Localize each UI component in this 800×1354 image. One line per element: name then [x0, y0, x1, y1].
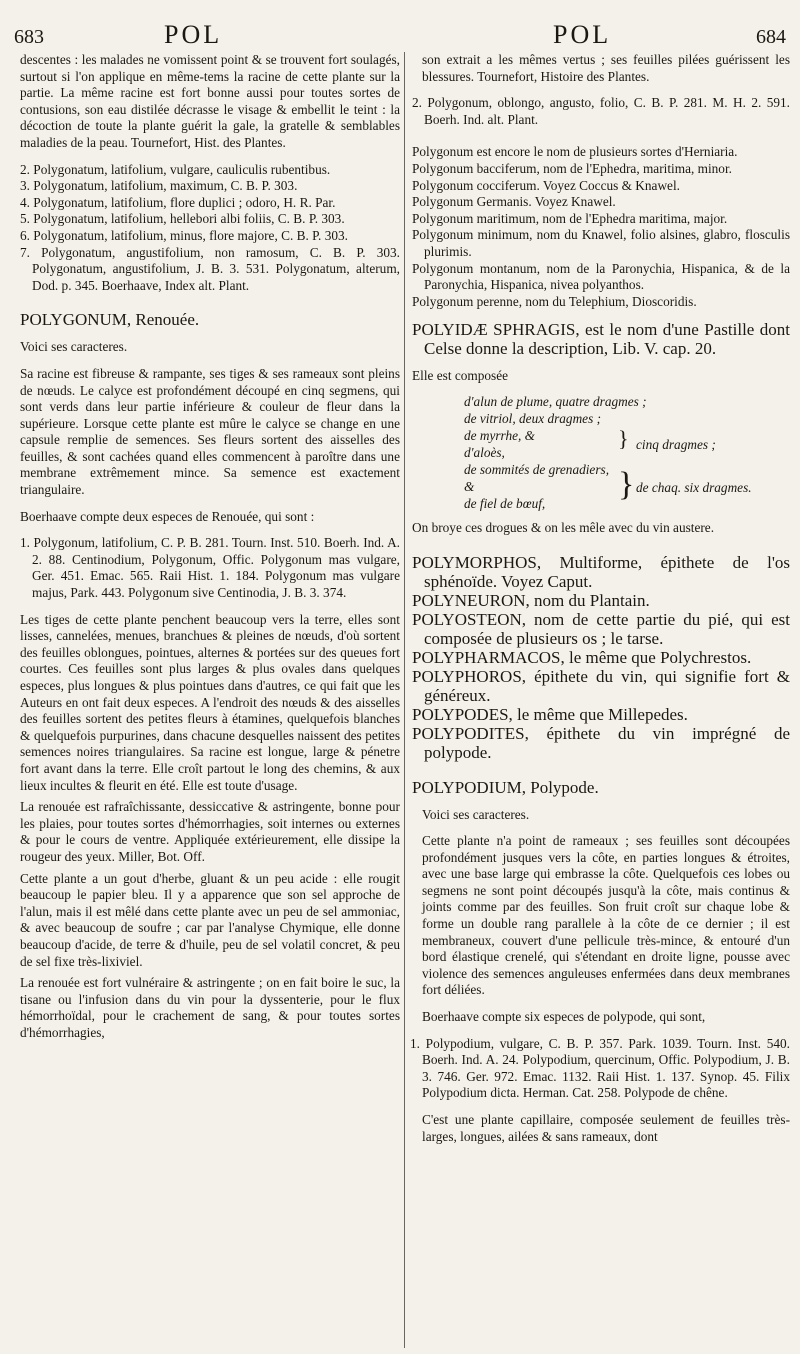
section-heading: POLYGONUM, Renouée.: [20, 310, 200, 330]
list-item: Polygonum minimum, nom du Knawel, folio alsines, glabro, flosculis plurimis.: [412, 227, 790, 259]
right-column: [412, 52, 790, 1145]
column-divider: [404, 52, 405, 1348]
brace-icon: }: [618, 425, 629, 451]
paragraph: Elle est composée: [412, 368, 508, 384]
list-item: 7. Polygonatum, angustifolium, non ramosum, C. B. P. 303. Polygonatum, angustifolium, J. B. 3. 531. Polygonatum, alterum, Dod. p. 345. Boerhaave, Index alt. Plant.: [20, 244, 400, 293]
entry: POLYNEURON, nom du Plantain.: [412, 590, 650, 610]
list-item: 6. Polygonatum, latifolium, minus, flore majore, C. B. P. 303.: [20, 227, 348, 243]
paragraph: descentes : les malades ne vomissent point & se trouvent fort soulagés, surtout si l'on applique en même-tems la racine de cette plante sur la partie. La même racine est fort bonne aussi pour toutes sortes de contusions, son eau distilée décrasse le visage & embellit le teint : la décoction de toute la plante guérit la gale, la gratelle & semblables maladies de la peau. Tournefort, Hist. des Plantes.: [20, 52, 400, 150]
list-item: Polygonum perenne, nom du Telephium, Dioscoridis.: [412, 293, 697, 309]
section-subheading: Voici ses caracteres.: [20, 339, 128, 355]
list-item: 2. Polygonum, oblongo, angusto, folio, C. B. P. 281. M. H. 2. 591. Boerh. Ind. alt. Plant.: [412, 95, 790, 127]
recipe-quantity: cinq dragmes ;: [636, 436, 716, 452]
paragraph: La renouée est fort vulnéraire & astringente ; on en fait boire le suc, la tisane ou l'infusion dans du vin pour la dyssenterie, pour le flux hémorrhoïdal, pour le crachement de sang, & pour toutes sortes d'hémorrhagies,: [20, 975, 400, 1040]
paragraph: On broye ces drogues & on les mêle avec du vin austere.: [412, 519, 715, 535]
paragraph: Cette plante n'a point de rameaux ; ses feuilles sont découpées profondément jusques vers la côte, en parties longues & étroites, avec une base large qui embrasse la côte. Quelquefois ces lobes ou segmens ne sont point découpés jusqu'à la côte, mais continus & joints comme par des feuilles. Son fruit croît sur chaque lobe & forme un double rang parallele à la côte de ce dernier ; il est membraneux, couvert d'une pellicule très-mince, & entouré d'un bord élastique crenelé, qui s'étendant en droite ligne, pousse avec violence des semences anguleuses enfermées dans deux membranes fort déliées.: [422, 833, 790, 998]
list-item: Polygonum cocciferum. Voyez Coccus & Knawel.: [412, 177, 680, 193]
list-item: 1. Polypodium, vulgare, C. B. P. 357. Park. 1039. Tourn. Inst. 540. Boerh. Ind. A. 24. Polypodium, quercinum, Offic. Polypodium, J. B. 3. 746. Ger. 972. Emac. 1132. Raii Hist. 1. 137. Synop. 45. Filix Polypodium dicta. Herman. Cat. 258. Polypode de chêne.: [410, 1035, 790, 1101]
entry: POLYPODITES, épithete du vin imprégné de polypode.: [412, 723, 790, 762]
list-item: 4. Polygonatum, latifolium, flore duplici ; odoro, H. R. Par.: [20, 194, 336, 210]
recipe-list: [464, 390, 790, 511]
recipe-line: de fiel de bœuf,: [464, 495, 546, 511]
paragraph: Cette plante a un gout d'herbe, gluant & un peu acide : elle rougit beaucoup le papier bleu. Il y a apparence que son sel approche de l'alun, mais il est mêlé dans cette plante avec un peu de sel ammoniac, & avec beaucoup de soufre ; car par l'analyse Chymique, elle donne beaucoup d'acide, de terre & d'huile, peu de sel volatil concret, & peu de sel fixe très-lixiviel.: [20, 870, 400, 969]
running-title-right: POL: [553, 20, 612, 49]
paragraph: son extrait a les mêmes vertus ; ses feuilles pilées guérissent les blessures. Tournefort, Histoire des Plantes.: [422, 52, 790, 84]
list-item: Polygonum maritimum, nom de l'Ephedra maritima, major.: [412, 210, 728, 226]
page-number-right: 684: [756, 26, 786, 48]
paragraph: Boerhaave compte six especes de polypode, qui sont,: [422, 1009, 706, 1025]
recipe-line: d'alun de plume, quatre dragmes ;: [464, 393, 647, 409]
recipe-quantity: de chaq. six dragmes.: [636, 479, 752, 495]
left-column: [20, 52, 400, 1041]
paragraph: C'est une plante capillaire, composée seulement de feuilles très-larges, longues, ailées & sans rameaux, dont: [422, 1112, 790, 1144]
list-item: Polygonum montanum, nom de la Paronychia, Hispanica, & de la Paronychia, Hispanica, nivea polyanthos.: [412, 260, 790, 293]
page-number-left: 683: [14, 26, 44, 48]
list-item: Polygonum bacciferum, nom de l'Ephedra, maritima, minor.: [412, 160, 732, 176]
paragraph: Sa racine est fibreuse & rampante, ses tiges & ses rameaux sont pleins de nœuds. Le calyce est profondément découpé en cinq segmens, qui sont verds dans leur partie inférieure & couleur de fleur dans la supérieure. Lorsque cette plante est mûre le calyce se change en une capsule remplie de semences. Ses fleurs sortent des aisselles des feuilles, & sont cachées quand elles commencent à paroître dans une membrane extrêmement mince. Sa semence est exactement triangulaire.: [20, 365, 400, 498]
entry-heading: POLYIDÆ SPHRAGIS, est le nom d'une Pastille dont Celse donne la description, Lib. V. cap. 20.: [412, 320, 790, 359]
section-heading: POLYPODIUM, Polypode.: [412, 777, 599, 797]
recipe-line: d'aloès,: [464, 444, 505, 460]
list-item: Polygonum est encore le nom de plusieurs sortes d'Herniaria.: [412, 144, 738, 160]
section-subheading: Voici ses caracteres.: [422, 806, 530, 822]
entry: POLYPHARMACOS, le même que Polychrestos.: [412, 647, 752, 667]
paragraph: Boerhaave compte deux especes de Renouée, qui sont :: [20, 508, 315, 524]
recipe-line: de vitriol, deux dragmes ;: [464, 410, 602, 426]
paragraph: Les tiges de cette plante penchent beaucoup vers la terre, elles sont lisses, cannelées, menues, branchues & pleines de nœuds, d'où sortent des feuilles oblongues, pointues, alternes & portées sur des queues fort courtes. Ces feuilles sont plus larges & plus ovales dans quelques especes, plus longues & plus pointues dans d'autres, ce qui fait que les Auteurs en ont fait deux especes. A l'endroit des nœuds & des aisselles des feuilles sortent des petites fleurs à étamines, quelquefois blanches & quelquefois purpurines, dans chacune desquelles naissent des petites semences noires triangulaires. Sa racine est longue, large & pénetre fort avant dans la terre. Elle croît partout le long des chemins, & aux lieux incultes & fleurit en été. Elle est toute d'usage.: [20, 611, 400, 793]
entry: POLYMORPHOS, Multiforme, épithete de l'os sphénoïde. Voyez Caput.: [412, 552, 790, 591]
list-item: 5. Polygonatum, latifolium, hellebori albi foliis, C. B. P. 303.: [20, 211, 345, 227]
paragraph: La renouée est rafraîchissante, dessiccative & astringente, bonne pour les plaies, pour toutes sortes d'hémorrhagies, soit internes ou externes & pour le cours de ventre. Appliquée extérieurement, elle dissipe la rougeur des yeux. Miller, Bot. Off.: [20, 799, 400, 864]
list-item: Polygonum Germanis. Voyez Knawel.: [412, 194, 616, 210]
list-item: 2. Polygonatum, latifolium, vulgare, cauliculis rubentibus.: [20, 161, 331, 177]
list-item: 3. Polygonatum, latifolium, maximum, C. B. P. 303.: [20, 178, 298, 194]
brace-icon: }: [618, 465, 635, 503]
recipe-line: de sommités de grenadiers, &: [464, 461, 610, 494]
entry: POLYPHOROS, épithete du vin, qui signifie fort & généreux.: [412, 666, 790, 705]
recipe-line: de myrrhe, &: [464, 427, 536, 443]
entry: POLYPODES, le même que Millepedes.: [412, 704, 688, 724]
list-item: 1. Polygonum, latifolium, C. P. B. 281. Tourn. Inst. 510. Boerh. Ind. A. 2. 88. Centinodium, Polygonum, Offic. Polygonum mas vulgare, Ger. 451. Emac. 565. Raii Hist. 1. 184. Polygonum mas vulgare majus, Park. 443. Polygonum sive Centinodia, J. B. 3. 374.: [20, 535, 400, 601]
page-header: [0, 18, 800, 52]
running-title-left: POL: [164, 20, 223, 49]
entry: POLYOSTEON, nom de cette partie du pié, qui est composée de plusieurs os ; le tarse.: [412, 609, 790, 648]
